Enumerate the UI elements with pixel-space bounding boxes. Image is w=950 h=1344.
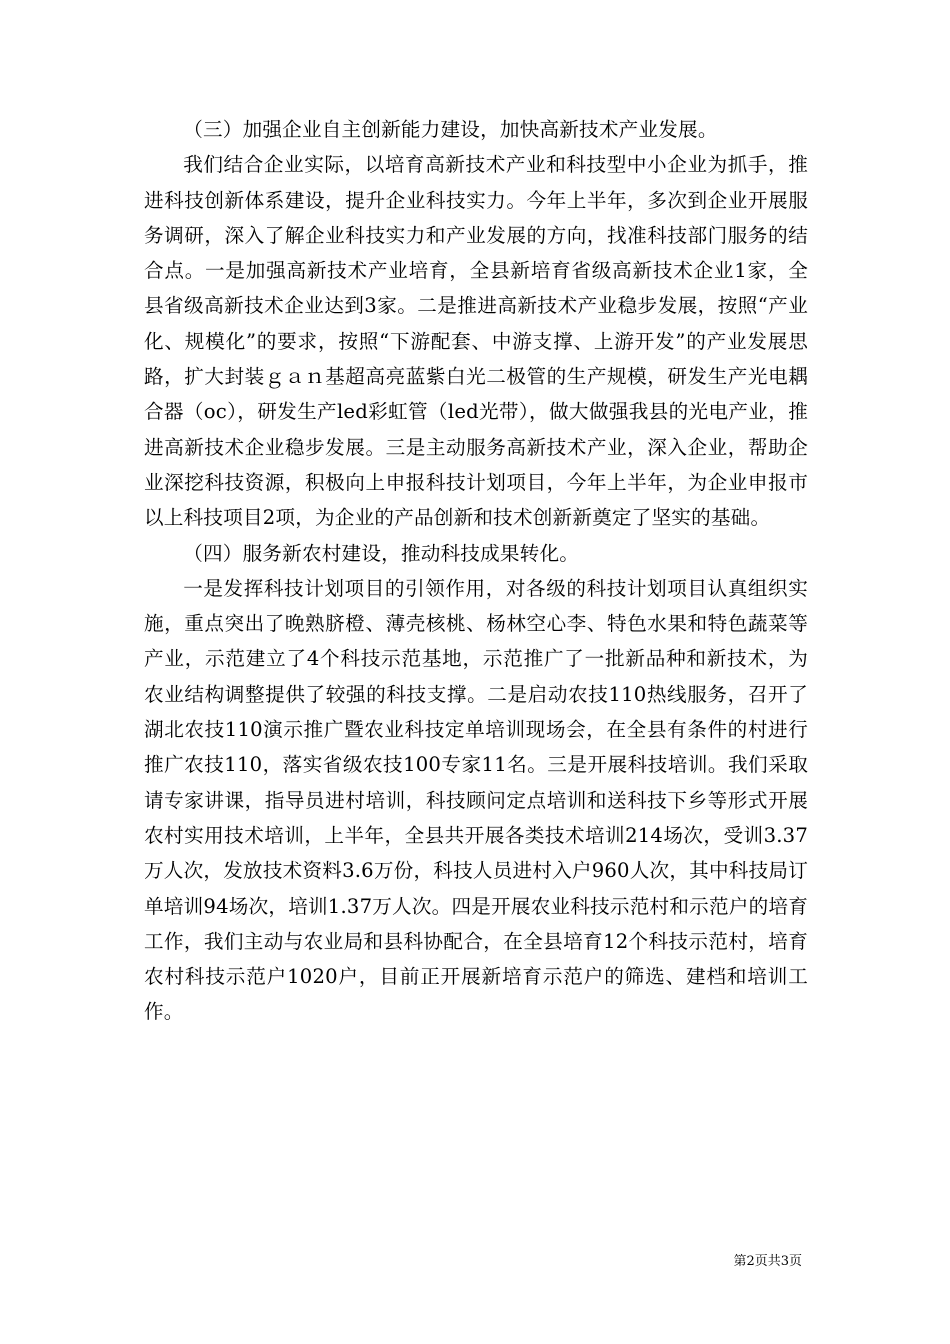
body-paragraph: 一是发挥科技计划项目的引领作用，对各级的科技计划项目认真组织实施，重点突出了晚熟脐橙、薄壳核桃、杨林空心李、特色水果和特色蔬菜等产业，示范建立了4个科技示范基地，示范推广了一批新品种和新技术，为农业结构调整提供了较强的科技支撑。二是启动农技110热线服务，召开了湖北农技110演示推广暨农业科技定单培训现场会，在全县有条件的村进行推广农技110，落实省级农技100专家11名。三是开展科技培训。我们采取请专家讲课，指导员进村培训，科技顾问定点培训和送科技下乡等形式开展农村实用技术培训，上半年，全县共开展各类技术培训214场次，受训3.37万人次，发放技术资料3.6万份，科技人员进村入户960人次，其中科技局订单培训94场次，培训1.37万人次。四是开展农业科技示范村和示范户的培育工作，我们主动与农业局和县科协配合，在全县培育12个科技示范村，培育农村科技示范户1020户，目前正开展新培育示范户的筛选、建档和培训工作。 xyxy=(144,576,808,1024)
body-paragraph: 我们结合企业实际，以培育高新技术产业和科技型中小企业为抓手，推进科技创新体系建设，提升企业科技实力。今年上半年，多次到企业开展服务调研，深入了解企业科技实力和产业发展的方向，找准科技部门服务的结合点。一是加强高新技术产业培育，全县新培育省级高新技术企业1家，全县省级高新技术企业达到3家。二是推进高新技术产业稳步发展，按照“产业化、规模化”的要求，按照“下游配套、中游支撑、上游开发”的产业发展思路，扩大封装ｇａｎ基超高亮蓝紫白光二极管的生产规模，研发生产光电耦合器（oc），研发生产led彩虹管（led光带），做大做强我县的光电产业，推进高新技术企业稳步发展。三是主动服务高新技术产业，深入企业，帮助企业深挖科技资源，积极向上申报科技计划项目，今年上半年，为企业申报市以上科技项目2项，为企业的产品创新和技术创新新奠定了坚实的基础。 xyxy=(144,153,808,530)
section-heading-3: （三）加强企业自主创新能力建设，加快高新技术产业发展。 xyxy=(183,118,718,141)
page-number: 第2页共3页 xyxy=(733,1254,802,1269)
section-heading-4: （四）服务新农村建设，推动科技成果转化。 xyxy=(183,541,580,565)
document-body xyxy=(144,112,808,1030)
